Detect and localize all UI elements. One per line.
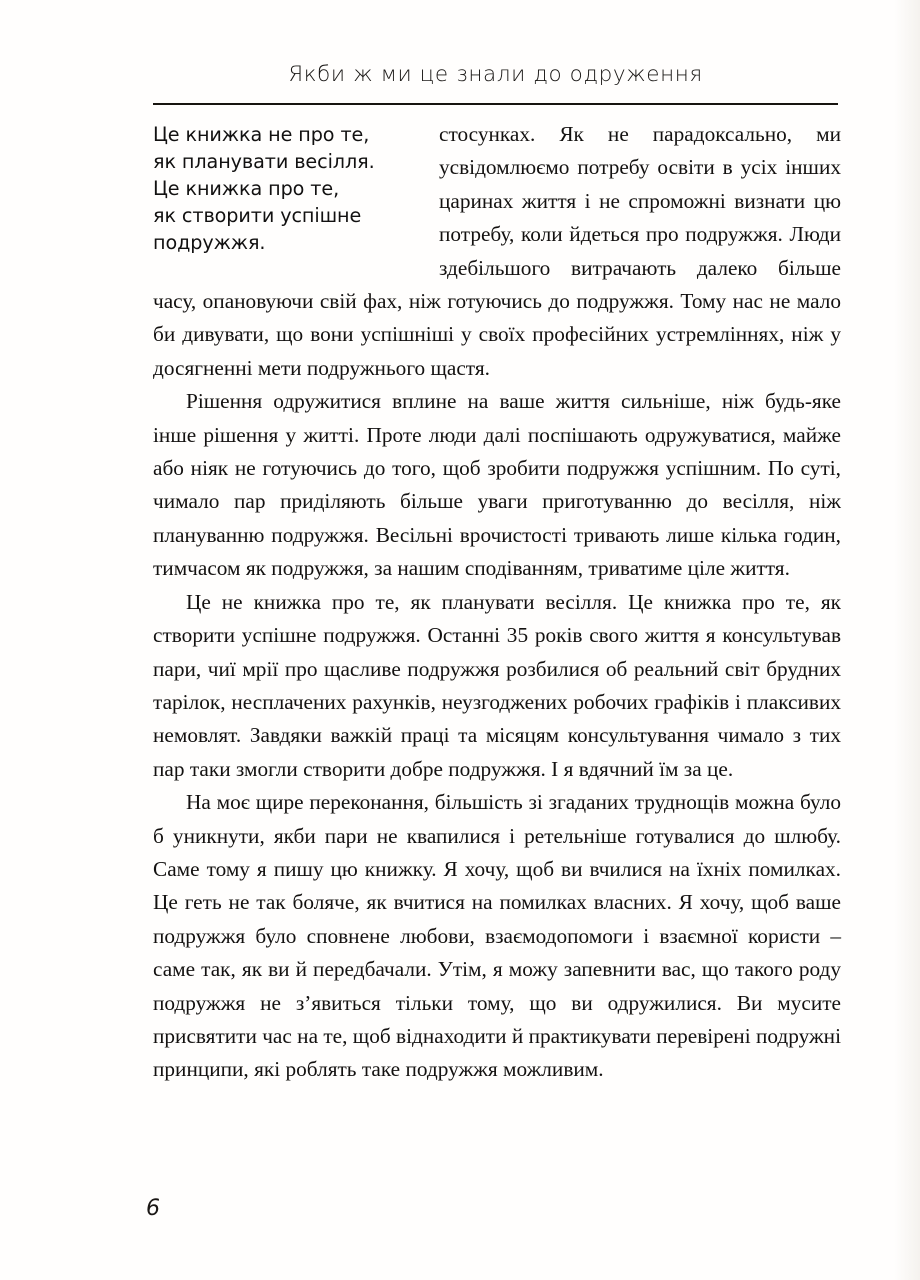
page-content [153,118,841,1087]
body-paragraph: стосунках. Як не парадоксально, ми усвідомлюємо потребу освіти в усіх інших царинах життя і не спроможні визнати цю потребу, коли йдеться про подружжя. Люди здебільшого витрачають далеко більше часу, опановуючи свій фах, ніж готуючись до подружжя. Тому нас не мало би дивувати, що вони успішніші у своїх професійних устремліннях, ніж у досягненні мети подружнього щастя. [153,122,841,380]
header-divider [153,103,838,105]
pull-quote-line: Це книжка про те, [153,176,340,200]
pull-quote-line: як створити успішне [153,203,362,227]
body-paragraph: Рішення одружитися вплине на ваше життя сильніше, ніж будь-яке інше рішення у житті. Проте люди далі поспішають одружуватися, майже або ніяк не готуючись до того, щоб зробити подружжя успішним. По суті, чимало пар приділяють більше уваги приготуванню до весілля, ніж плануванню подружжя. Весільні врочистості тривають лише кілька годин, тимчасом як подружжя, за нашим сподіванням, триватиме ціле життя. [153,389,841,581]
body-paragraph: На моє щире переконання, більшість зі згаданих труднощів можна було б уникнути, якби пари не квапилися і ретельніше готувалися до шлюбу. Саме тому я пишу цю книжку. Я хочу, щоб ви вчилися на їхніх помилках. Це геть не так боляче, як вчитися на помилках власних. Я хочу, щоб ваше подружжя було сповнене любови, взаємодопомоги і взаємної користи – саме так, як ви й передбачали. Утім, я можу запевнити вас, що такого роду подружжя не з’явиться тільки тому, що ви одружилися. Ви мусите присвятити час на те, щоб віднаходити й практикувати перевірені подружні принципи, які роблять таке подружжя можливим. [153,790,841,1082]
running-head: Якби ж ми це знали до одруження [288,62,703,87]
body-paragraph: Це не книжка про те, як планувати весілля. Це книжка про те, як створити успішне подружжя. Останні 35 років свого життя я консультував пари, чиї мрії про щасливе подружжя розбилися об реальний світ брудних тарілок, несплачених рахунків, неузгоджених робочих графіків і плаксивих немовлят. Завдяки важкій праці та місяцям консультування чимало з тих пар таки змогли створити добре подружжя. І я вдячний їм за це. [153,589,841,781]
pull-quote-line: подружжя. [153,230,266,254]
page-number: 6 [146,1196,160,1221]
pull-quote-line: Це книжка не про те, [153,123,370,146]
pull-quote-line: як планувати весілля. [153,149,375,173]
pull-quote [153,122,405,256]
